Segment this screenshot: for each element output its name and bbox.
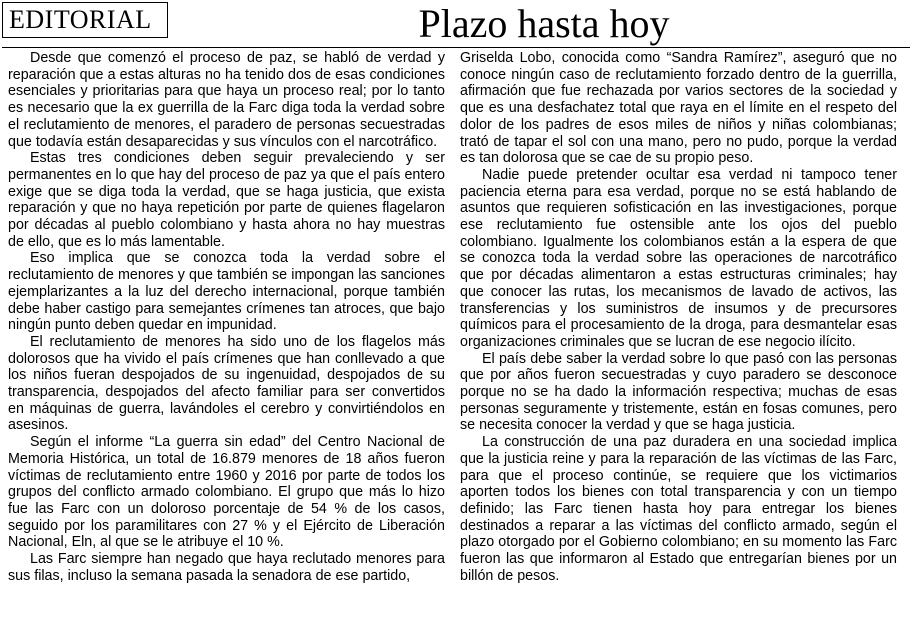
paragraph-continued: Griselda Lobo, conocida como “Sandra Ramírez”, aseguró que no conoce ningún caso de reclutamiento forzado dentro de la guerrilla, afirmación que fue rechazada por varios sectores de la sociedad y que es una desfachatez total que raya en el límite en el respeto del dolor de los padres de esos miles de niños y niñas colombianas; trató de tapar el sol con una mano, pero no pudo, porque la verdad es tan dolorosa que se cae de su propio peso.	[460, 50, 897, 167]
paragraph: El país debe saber la verdad sobre lo que pasó con las personas que por años fueron secuestradas y cuyo paradero se desconoce porque no se ha dado la información respectiva; muchas de esas personas seguramente y tristemente, están en fosas comunes, pero se necesita conocer la verdad y que se haga justicia.	[460, 350, 897, 434]
headline: Plazo hasta hoy	[418, 1, 670, 46]
paragraph: Estas tres condiciones deben seguir prevaleciendo y ser permanentes en lo que hay del proceso de paz ya que el país entero exige que se diga toda la verdad, que se haga justicia, que exista reparación y que no haya repetición por parte de quienes flagelaron por décadas al pueblo colombiano y hasta ahora no hay muestras de ello, que es lo más lamentable.	[8, 150, 445, 250]
section-label: EDITORIAL	[2, 2, 168, 38]
paragraph: Eso implica que se conozca toda la verdad sobre el reclutamiento de menores y que también se impongan las sanciones ejemplarizantes a la luz del derecho internacional, porque también debe haber castigo para semejantes crímenes tan atroces, que bajo ningún punto deben quedar en impunidad.	[8, 250, 445, 334]
paragraph: Desde que comenzó el proceso de paz, se habló de verdad y reparación que a estas alturas no ha tenido dos de esas condiciones esenciales y prioritarias para que haya un proceso real; por lo tanto es necesario que la ex guerrilla de la Farc diga toda la verdad sobre el reclutamiento de menores, el paradero de personas secuestradas que todavía están desaparecidas y sus vínculos con el narcotráfico.	[8, 50, 445, 150]
paragraph: El reclutamiento de menores ha sido uno de los flagelos más dolorosos que ha vivido el país crímenes que han conllevado a que los niños fueran despojados de su ingenuidad, despojados de su transparencia, despojados del afecto familiar para ser convertidos en máquinas de guerra, lavándoles el cerebro y convirtiéndolos en asesinos.	[8, 333, 445, 434]
left-column	[8, 50, 445, 630]
paragraph: Nadie puede pretender ocultar esa verdad ni tampoco tener paciencia eterna para esa verdad, porque no se está hablando de asuntos que requieren sofisticación en las investigaciones, porque ese reclutamiento fue ostensible ante los ojos del pueblo colombiano. Igualmente los colombianos están a la espera de que se conozca toda la verdad sobre las operaciones de narcotráfico que por décadas alimentaron a estas estructuras criminales; hay que conocer las rutas, los mecanismos de lavado de activos, las transferencias y los suministros de insumos y de precursores químicos para el procesamiento de la droga, para desmantelar esas organizaciones criminales que se lucran de ese negocio ilícito.	[460, 166, 897, 350]
paragraph: Las Farc siempre han negado que haya reclutado menores para sus filas, incluso la semana pasada la senadora de ese partido,	[8, 551, 445, 584]
right-column	[460, 50, 897, 630]
header-rule	[2, 47, 910, 48]
paragraph: Según el informe “La guerra sin edad” del Centro Nacional de Memoria Histórica, un total de 16.879 menores de 18 años fueron víctimas de reclutamiento entre 1960 y 2016 por parte de todos los grupos del conflicto armado colombiano. El grupo que más lo hizo fue las Farc con un doloroso porcentaje de 54 % de los casos, seguido por los paramilitares con 27 % y el Ejército de Liberación Nacional, Eln, al que se le atribuye el 10 %.	[8, 434, 445, 551]
paragraph: La construcción de una paz duradera en una sociedad implica que la justicia reine y para la reparación de las víctimas de las Farc, para que el proceso continúe, se requiere que los victimarios aporten todos los bienes con total transparencia y con un tiempo definido; las Farc tienen hasta hoy para entregar los bienes destinados a reparar a las víctimas del conflicto armado, según el plazo otorgado por el Gobierno colombiano; en su momento las Farc fueron las que informaron al Estado que entregarían bienes por un billón de pesos.	[460, 434, 897, 584]
